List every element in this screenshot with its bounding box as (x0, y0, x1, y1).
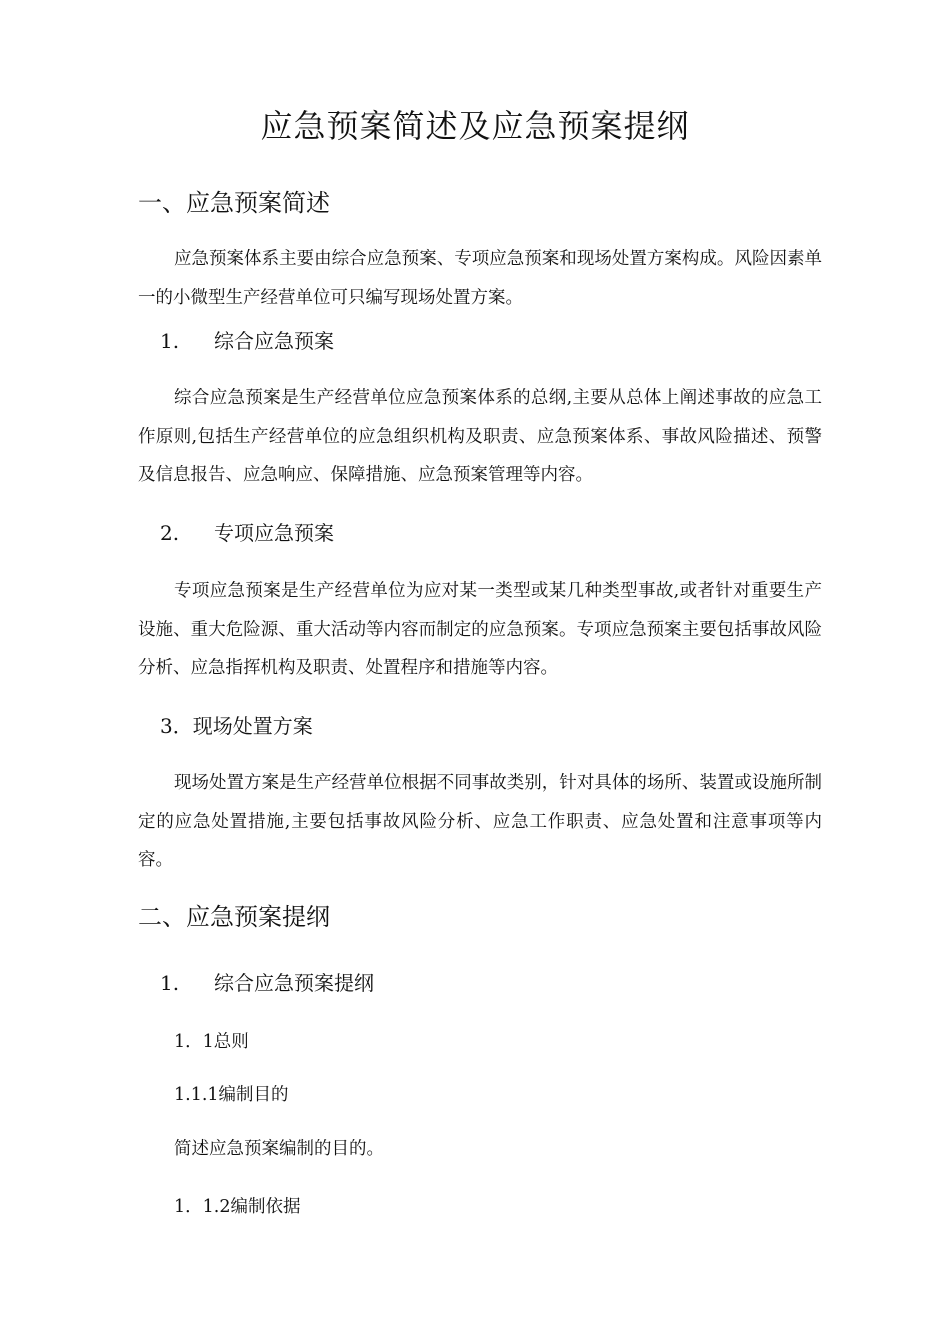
special-plan-paragraph: 专项应急预案是生产经营单位为应对某一类型或某几种类型事故,或者针对重要生产设施、重大危险源、重大活动等内容而制定的应急预案。专项应急预案主要包括事故风险分析、应急指挥机构及职责、处置程序和措施等内容。 (138, 581, 822, 678)
document-title: 应急预案简述及应急预案提纲 (260, 107, 690, 145)
subheading-number: 2. (160, 521, 180, 545)
outline-1-1-general: 1．1总则 (174, 1032, 249, 1052)
subheading-number: 1. (160, 329, 180, 353)
outline-1-1-2-basis: 1．1.2编制依据 (174, 1197, 301, 1217)
onsite-plan-paragraph: 现场处置方案是生产经营单位根据不同事故类别，针对具体的场所、装置或设施所制定的应急处置措施,主要包括事故风险分析、应急工作职责、应急处置和注意事项等内容。 (138, 773, 822, 870)
subheading-onsite-plan: 3．现场处置方案 (160, 714, 313, 738)
comprehensive-plan-paragraph: 综合应急预案是生产经营单位应急预案体系的总纲,主要从总体上阐述事故的应急工作原则,包括生产经营单位的应急组织机构及职责、应急预案体系、事故风险描述、预警及信息报告、应急响应、保障措施、应急预案管理等内容。 (138, 388, 822, 485)
outline-purpose-text: 简述应急预案编制的目的。 (174, 1139, 384, 1159)
subheading-comprehensive-plan (160, 326, 334, 356)
subheading-label: 专项应急预案 (214, 521, 334, 545)
subheading-number: 1. (160, 971, 180, 995)
section-heading-overview: 一、应急预案简述 (138, 189, 330, 217)
section-heading-outline: 二、应急预案提纲 (138, 903, 330, 931)
subheading-label: 综合应急预案提纲 (214, 971, 374, 995)
subheading-special-plan (160, 518, 334, 548)
subheading-comprehensive-outline (160, 968, 374, 998)
outline-1-1-1-purpose: 1.1.1编制目的 (174, 1085, 289, 1105)
subheading-label: 综合应急预案 (214, 329, 334, 353)
overview-paragraph: 应急预案体系主要由综合应急预案、专项应急预案和现场处置方案构成。风险因素单一的小微型生产经营单位可只编写现场处置方案。 (138, 249, 822, 308)
